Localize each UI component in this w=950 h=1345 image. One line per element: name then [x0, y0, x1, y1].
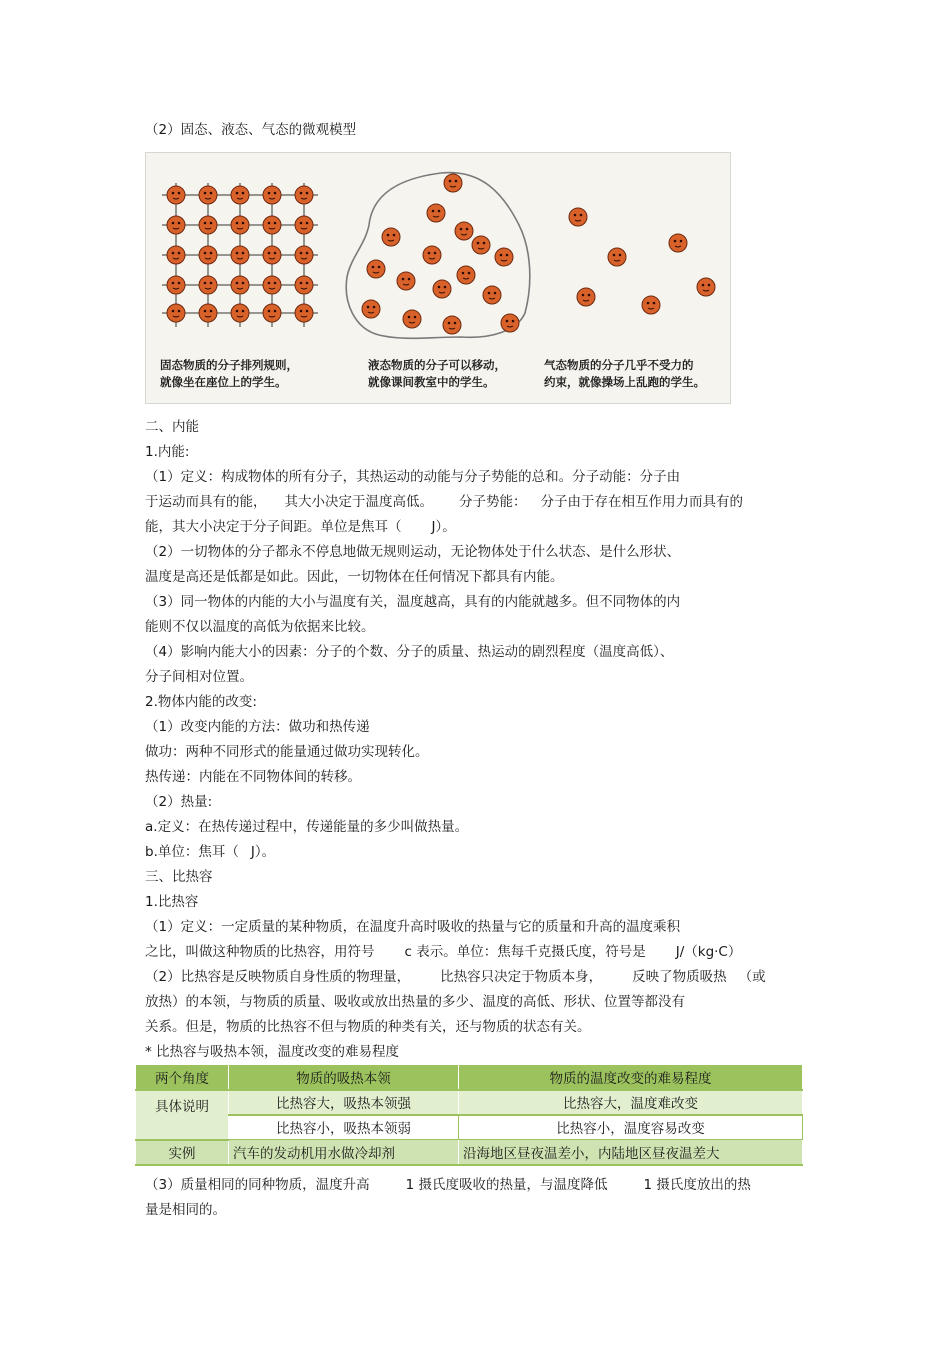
solid-molecule: [199, 186, 217, 204]
solid-molecule: [263, 276, 281, 294]
caption-gas-line-2: 约束，就像操场上乱跑的学生。: [544, 375, 705, 389]
table-row: [136, 1115, 803, 1140]
table-cell: 比热容小，吸热本领弱: [229, 1115, 459, 1140]
solid-molecule: [199, 276, 217, 294]
text-line: 放热）的本领，与物质的质量、吸收或放出热量的多少、温度的高低、形状、位置等都没有: [145, 994, 685, 1010]
heading-internal-energy: 二、内能: [145, 419, 199, 435]
solid-molecule: [231, 186, 249, 204]
solid-molecule: [167, 276, 185, 294]
section-heading: （2）固态、液态、气态的微观模型: [145, 122, 357, 138]
text-line: 关系。但是，物质的比热容不但与物质的种类有关，还与物质的状态有关。: [145, 1019, 591, 1035]
gas-molecule: [642, 296, 660, 314]
solid-molecule: [295, 304, 313, 322]
text-segment: 分子由于存在相互作用力而具有的: [540, 494, 743, 510]
row-label-example: 实例: [136, 1140, 229, 1165]
solid-molecule: [167, 216, 185, 234]
gas-molecule: [577, 288, 595, 306]
text-segment: （2）比热容是反映物质自身性质的物理量，: [145, 969, 411, 985]
heading-specific-heat: 三、比热容: [145, 869, 213, 885]
table-header-cell: 两个角度: [136, 1065, 229, 1090]
caption-liquid: [368, 357, 506, 391]
table-row: [136, 1090, 803, 1115]
solid-molecule: [231, 276, 249, 294]
caption-liquid-line-2: 就像课间教室中的学生。: [368, 375, 495, 389]
text-line: （1）定义：构成物体的所有分子，其热运动的动能与分子势能的总和。分子动能：分子由: [145, 469, 681, 485]
caption-gas: [544, 357, 705, 391]
text-line: （2）热量:: [145, 794, 213, 810]
text-segment: （3）质量相同的同种物质，温度升高: [145, 1177, 370, 1193]
text-line: （2）一切物体的分子都永不停息地做无规则运动，无论物体处于什么状态、是什么形状、: [145, 544, 681, 560]
liquid-molecule: [382, 228, 400, 246]
text-line: （1）改变内能的方法：做功和热传递: [145, 719, 370, 735]
gas-molecule: [669, 234, 687, 252]
table-caption: * 比热容与吸热本领，温度改变的难易程度: [145, 1044, 400, 1060]
text-line: 分子间相对位置。: [145, 669, 253, 685]
text-segment: 1 摄氏度吸收的热量，与温度降低: [405, 1177, 608, 1193]
liquid-molecule: [457, 266, 475, 284]
solid-molecule: [199, 246, 217, 264]
text-line: 量是相同的。: [145, 1202, 226, 1218]
liquid-molecule: [367, 260, 385, 278]
row-label-description: 具体说明: [136, 1090, 229, 1140]
text-line: 温度是高还是低都是如此。因此，一切物体在任何情况下都具有内能。: [145, 569, 564, 585]
solid-molecule: [263, 304, 281, 322]
solid-molecule: [231, 304, 249, 322]
table-cell: 比热容小，温度容易改变: [459, 1115, 803, 1140]
text-line: 能则不仅以温度的高低为依据来比较。: [145, 619, 375, 635]
subheading-internal-energy: 1.内能:: [145, 444, 190, 460]
text-line: （1）定义：一定质量的某种物质，在温度升高时吸收的热量与它的质量和升高的温度乘积: [145, 919, 681, 935]
caption-solid: [160, 357, 298, 391]
liquid-molecule: [455, 222, 473, 240]
liquid-molecule: [472, 236, 490, 254]
solid-molecule: [167, 304, 185, 322]
table-header-cell: 物质的温度改变的难易程度: [459, 1065, 803, 1090]
liquid-molecule: [495, 248, 513, 266]
molecular-model-figure: [145, 152, 731, 404]
text-segment: 1 摄氏度放出的热: [643, 1177, 751, 1193]
text-segment: 反映了物质吸热: [632, 969, 727, 985]
text-line: a.定义：在热传递过程中，传递能量的多少叫做热量。: [145, 819, 469, 835]
text-segment: J）。: [250, 844, 276, 860]
text-segment: J/（kg·C）: [675, 944, 742, 960]
text-segment: c 表示。单位：焦每千克摄氏度，符号是: [404, 944, 646, 960]
subheading-specific-heat: 1.比热容: [145, 894, 199, 910]
liquid-molecule: [423, 246, 441, 264]
solid-molecule: [295, 216, 313, 234]
solid-molecule: [263, 216, 281, 234]
table-row: [136, 1140, 803, 1165]
table-cell: 比热容大，温度难改变: [459, 1090, 803, 1115]
gas-molecule: [569, 208, 587, 226]
table-cell: 汽车的发动机用水做冷却剂: [229, 1140, 459, 1165]
solid-molecule: [199, 304, 217, 322]
text-segment: （或: [738, 969, 766, 985]
text-line: [145, 943, 741, 961]
liquid-molecule: [501, 314, 519, 332]
caption-solid-line-2: 就像坐在座位上的学生。: [160, 375, 287, 389]
gas-molecule: [697, 278, 715, 296]
liquid-molecule: [433, 280, 451, 298]
text-segment: 分子势能：: [459, 494, 527, 510]
solid-molecule: [231, 246, 249, 264]
table-cell: 沿海地区昼夜温差小，内陆地区昼夜温差大: [459, 1140, 803, 1165]
liquid-molecule: [443, 316, 461, 334]
text-segment: 比热容只决定于物质本身，: [440, 969, 603, 985]
table-header-row: [136, 1065, 803, 1090]
liquid-molecule: [444, 174, 462, 192]
text-line: （4）影响内能大小的因素：分子的个数、分子的质量、热运动的剧烈程度（温度高低）、: [145, 644, 674, 660]
table-header-cell: 物质的吸热本领: [229, 1065, 459, 1090]
text-line: [145, 843, 275, 861]
solid-molecule: [295, 186, 313, 204]
text-segment: 于运动而具有的能，: [145, 494, 267, 510]
solid-molecule: [167, 246, 185, 264]
liquid-molecule: [397, 272, 415, 290]
text-segment: b.单位：焦耳（: [145, 844, 239, 860]
text-line: [145, 968, 766, 986]
text-line: 热传递：内能在不同物体间的转移。: [145, 769, 361, 785]
liquid-molecule: [362, 300, 380, 318]
table-cell: 比热容大，吸热本领强: [229, 1090, 459, 1115]
text-line: [145, 1176, 751, 1194]
text-segment: 其大小决定于温度高低。: [284, 494, 433, 510]
solid-molecule: [263, 246, 281, 264]
solid-molecule: [295, 246, 313, 264]
liquid-molecule: [403, 310, 421, 328]
text-line: （3）同一物体的内能的大小与温度有关，温度越高，具有的内能就越多。但不同物体的内: [145, 594, 681, 610]
solid-molecule: [231, 216, 249, 234]
solid-molecule: [199, 216, 217, 234]
text-segment: 能，其大小决定于分子间距。单位是焦耳（: [145, 519, 402, 535]
subheading-change: 2.物体内能的改变:: [145, 694, 257, 710]
gas-molecule: [608, 248, 626, 266]
text-line: [145, 518, 456, 536]
text-line: [145, 493, 743, 511]
solid-molecule: [263, 186, 281, 204]
caption-liquid-line-1: 液态物质的分子可以移动，: [368, 358, 506, 372]
solid-molecule: [167, 186, 185, 204]
liquid-molecule: [483, 286, 501, 304]
text-line: 做功：两种不同形式的能量通过做功实现转化。: [145, 744, 429, 760]
caption-solid-line-1: 固态物质的分子排列规则，: [160, 358, 298, 372]
specific-heat-comparison-table: [135, 1064, 803, 1166]
caption-gas-line-1: 气态物质的分子几乎不受力的: [544, 358, 694, 372]
solid-molecule: [295, 276, 313, 294]
text-segment: J）。: [431, 519, 456, 535]
text-segment: 之比，叫做这种物质的比热容，用符号: [145, 944, 375, 960]
liquid-molecule: [427, 204, 445, 222]
